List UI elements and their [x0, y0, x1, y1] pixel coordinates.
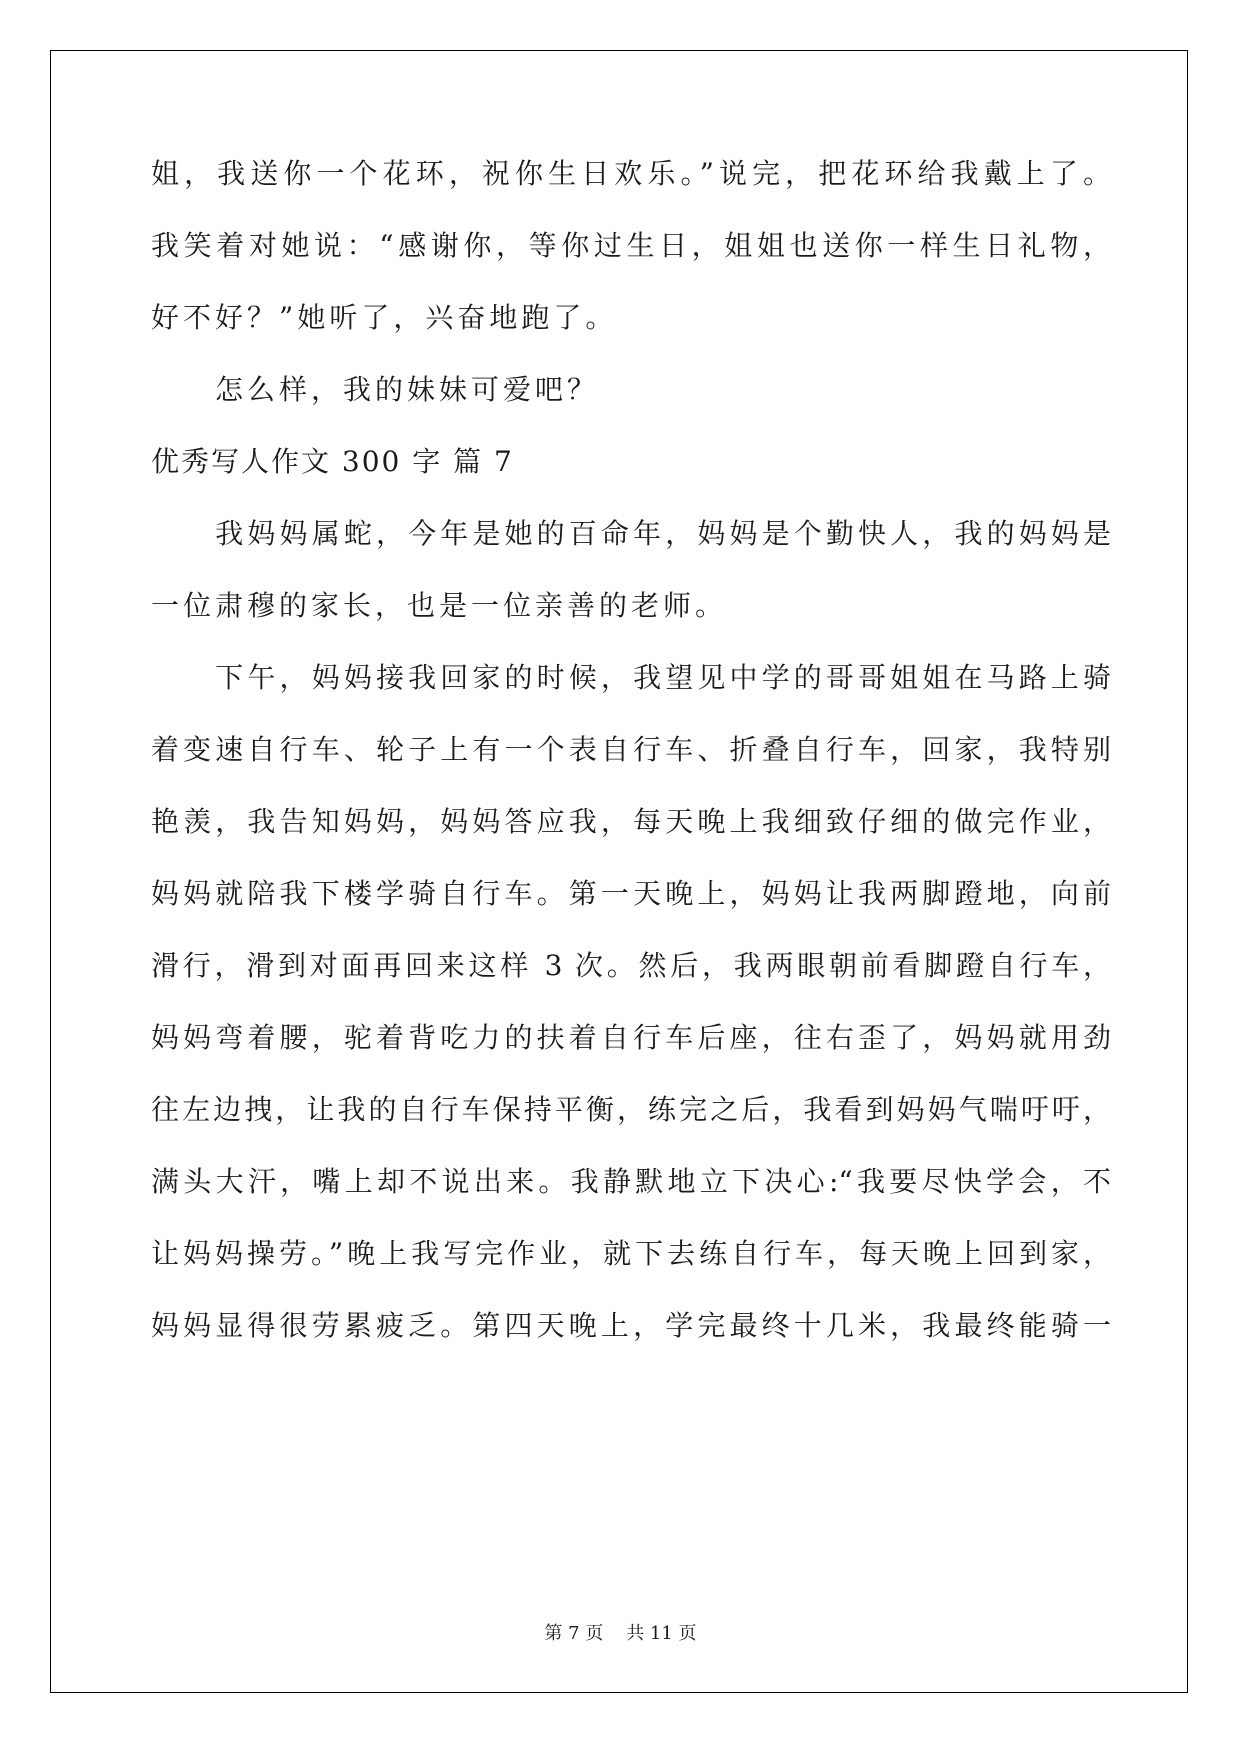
text-line: 艳羡，我告知妈妈，妈妈答应我，每天晚上我细致仔细的做完作业，: [151, 805, 1111, 838]
text-line: 我笑着对她说：“感谢你，等你过生日，姐姐也送你一样生日礼物，: [151, 229, 1111, 262]
text-line: 满头大汗，嘴上却不说出来。我静默地立下决心:“我要尽快学会，不: [151, 1165, 1111, 1198]
text-line: 姐，我送你一个花环，祝你生日欢乐。”说完，把花环给我戴上了。: [151, 157, 1111, 190]
text-line: 好不好？”她听了，兴奋地跑了。: [151, 301, 618, 334]
section-heading: 优秀写人作文 300 字 篇 7: [151, 445, 514, 478]
text-line: 往左边拽，让我的自行车保持平衡，练完之后，我看到妈妈气喘吁吁，: [151, 1093, 1111, 1126]
text-line: 怎么样，我的妹妹可爱吧？: [151, 373, 600, 406]
text-line: 下午，妈妈接我回家的时候，我望见中学的哥哥姐姐在马路上骑: [151, 661, 1111, 694]
text-line: 滑行，滑到对面再回来这样 3 次。然后，我两眼朝前看脚蹬自行车，: [151, 949, 1111, 982]
text-line: 一位肃穆的家长，也是一位亲善的老师。: [151, 589, 728, 622]
text-line: 让妈妈操劳。”晚上我写完作业，就下去练自行车，每天晚上回到家，: [151, 1237, 1111, 1270]
page-border: [50, 50, 1188, 1693]
text-line: 妈妈弯着腰，驼着背吃力的扶着自行车后座，往右歪了，妈妈就用劲: [151, 1021, 1111, 1054]
text-line: 着变速自行车、轮子上有一个表自行车、折叠自行车，回家，我特别: [151, 733, 1111, 766]
page-number: 第 7 页 共 11 页: [544, 1623, 697, 1644]
text-line: 妈妈显得很劳累疲乏。第四天晚上，学完最终十几米，我最终能骑一: [151, 1309, 1111, 1342]
text-line: 我妈妈属蛇，今年是她的百命年，妈妈是个勤快人，我的妈妈是: [151, 517, 1111, 550]
text-line: 妈妈就陪我下楼学骑自行车。第一天晚上，妈妈让我两脚蹬地，向前: [151, 877, 1111, 910]
